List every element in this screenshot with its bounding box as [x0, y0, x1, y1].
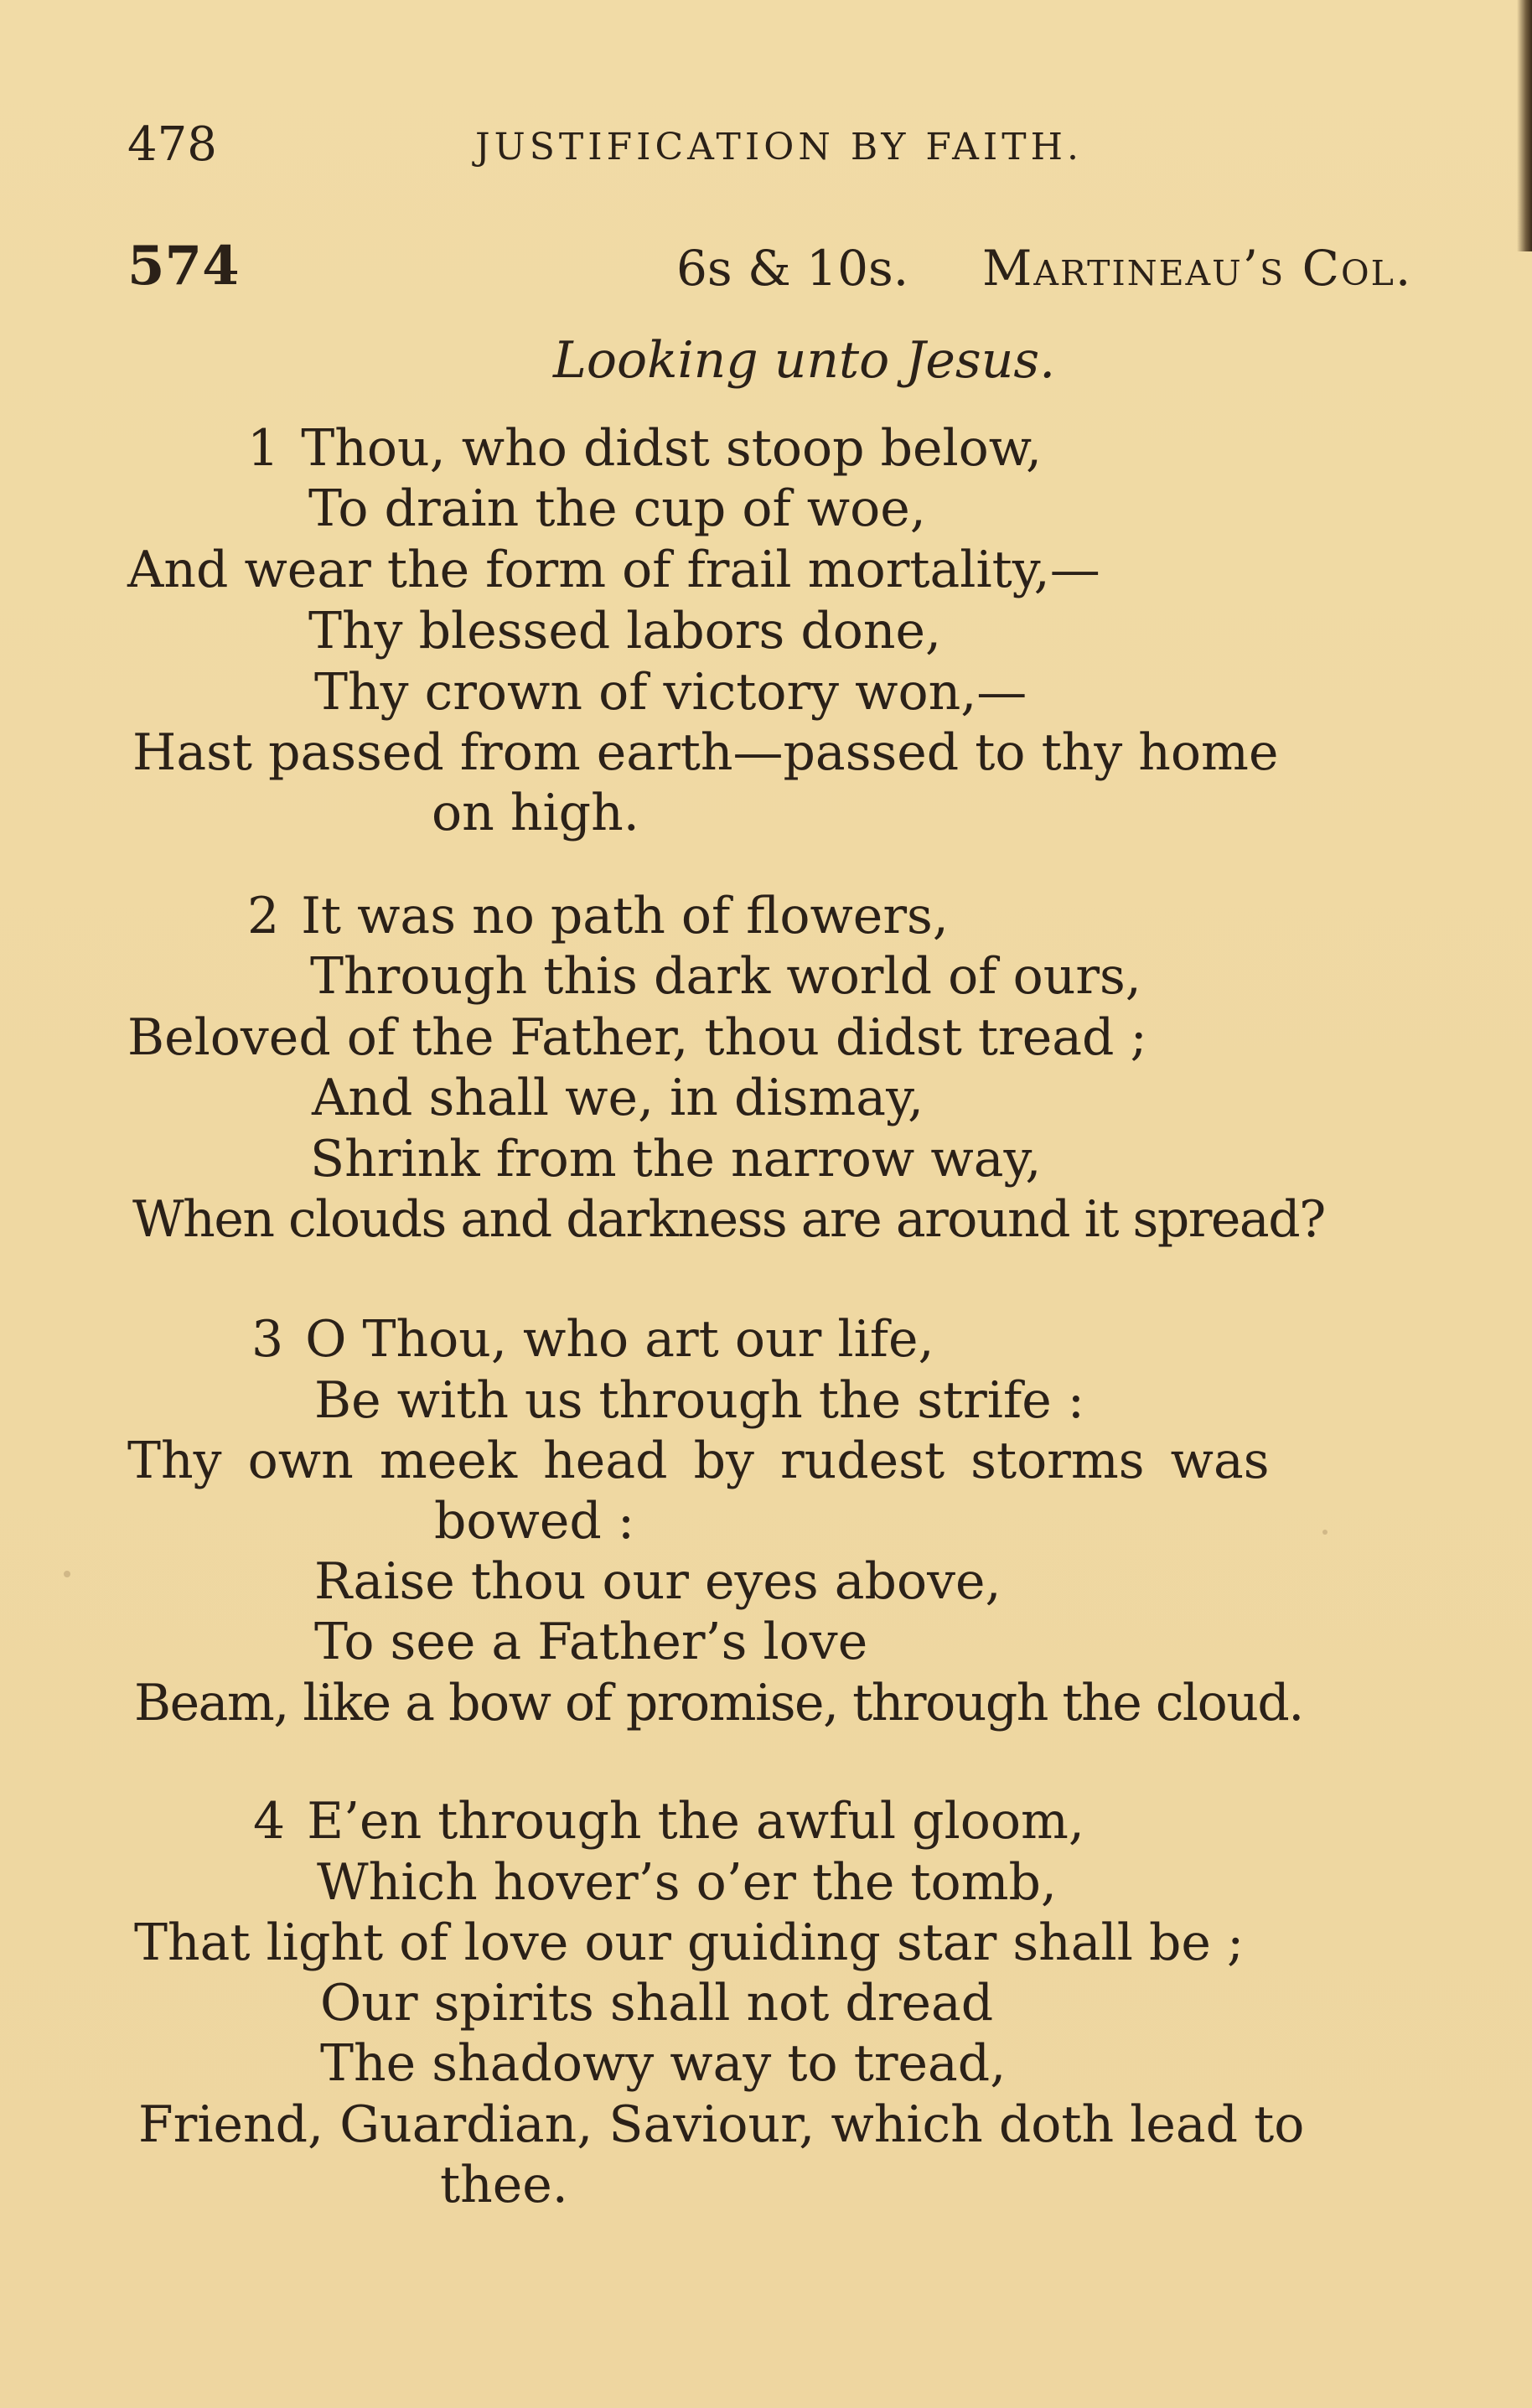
running-title: JUSTIFICATION BY FAITH. — [475, 126, 1083, 168]
hymn-heading — [127, 235, 1510, 302]
verse-line: Our spirits shall not dread — [320, 1974, 994, 2033]
verse-line: And shall we, in dismay, — [312, 1069, 924, 1127]
verse-line: 2 It was no path of flowers, — [247, 887, 949, 945]
verse-line: Shrink from the narrow way, — [310, 1130, 1042, 1188]
verse-number: 2 — [247, 887, 280, 945]
hymn-subtitle: Looking unto Jesus. — [553, 331, 1056, 390]
verse-line: thee. — [440, 2156, 568, 2214]
hymn-source: Martineau’s Col. — [982, 240, 1413, 297]
verse-line: And wear the form of frail mortality,— — [127, 541, 1100, 599]
verse-line: Hast passed from earth—passed to thy home — [132, 723, 1279, 782]
verse-line: Beam, like a bow of promise, through the cloud. — [134, 1674, 1303, 1732]
verse-line: To see a Father’s love — [314, 1613, 868, 1671]
verse-line: Through this dark world of ours, — [310, 947, 1141, 1006]
verse-line: That light of love our guiding star shall be ; — [134, 1913, 1245, 1972]
verse-line: Friend, Guardian, Saviour, which doth lead to — [138, 2095, 1305, 2154]
verse-line: Raise thou our eyes above, — [314, 1552, 1001, 1611]
hymn-meter: 6s & 10s. — [676, 240, 909, 297]
verse-line: on high. — [432, 784, 639, 842]
verse-line: Thy blessed labors done, — [308, 602, 942, 660]
verse-line: Thy crown of victory won,— — [314, 663, 1027, 722]
verse-number: 1 — [247, 419, 280, 478]
verse-line: bowed : — [434, 1492, 635, 1551]
verse-line: 4 E’en through the awful gloom, — [253, 1792, 1084, 1851]
verse-number: 4 — [253, 1792, 286, 1851]
page-header — [127, 117, 1510, 176]
verse-number: 3 — [251, 1310, 284, 1369]
verse-line: To drain the cup of woe, — [308, 479, 926, 538]
verse-line: When clouds and darkness are around it spread? — [132, 1190, 1325, 1249]
page-number: 478 — [127, 117, 217, 172]
verse-line: Which hover’s o’er the tomb, — [317, 1853, 1058, 1912]
verse-line: Beloved of the Father, thou didst tread ; — [127, 1008, 1147, 1067]
verse-line: 3 O Thou, who art our life, — [251, 1310, 934, 1369]
paper-speck — [64, 1571, 70, 1577]
paper-speck — [1322, 1530, 1328, 1535]
page-edge-shadow — [1517, 0, 1532, 251]
verse-line: The shadowy way to tread, — [320, 2034, 1007, 2093]
verse-line: Be with us through the strife : — [314, 1371, 1084, 1430]
verse-line: 1 Thou, who didst stoop below, — [247, 419, 1043, 478]
hymn-number: 574 — [127, 235, 240, 298]
verse-line: Thy own meek head by rudest storms was — [127, 1432, 1270, 1490]
